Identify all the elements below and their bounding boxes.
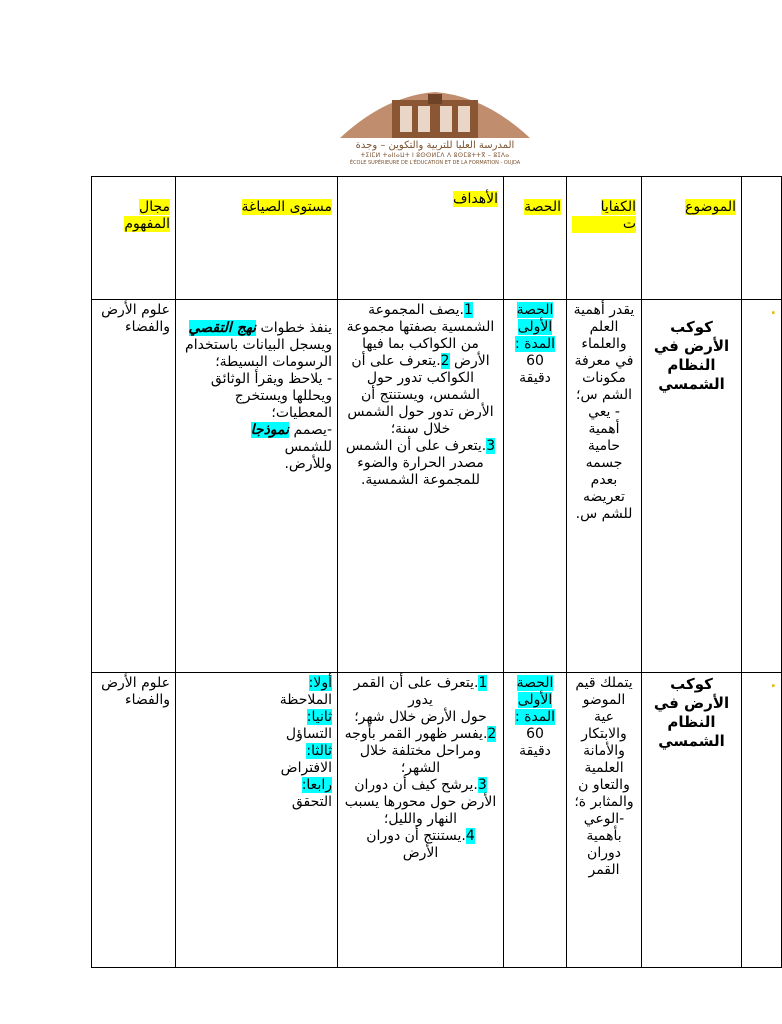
school-building-emblem <box>330 88 540 140</box>
row1-level: ينفذ خطوات نهج التقصي ويسجل البيانات باستخدام الرسومات البسيطة؛ - يلاحظ ويقرأ الوثائق ويحللها ويستخرج المعطيات؛ -يصمم نموذجا للشمس وللأرض. <box>176 300 338 673</box>
row2-edge-mark: . <box>770 675 776 691</box>
school-logo <box>330 88 540 166</box>
header-level: مستوى الصياغة <box>176 177 338 300</box>
row2-session: الحصة الأولى المدة : 60 دقيقة <box>504 673 567 968</box>
logo-tifinagh-name: ⵜⵉⵏⵎⵍ ⵜⴰⵏⵏⴰⵡⵜ ⵏ ⵓⵙⵙⵍⵎⴷ ⴷ ⵓⵙⵎⵓⵜⵜⴳ – ⵓⵊⴷⴰ <box>360 152 510 159</box>
row1-competencies: يقدر أهمية العلم والعلماء في معرفة مكونات الشم س؛ - يعي أهمية حامية جسمه بعدم تعريضه للشم س. <box>567 300 642 673</box>
header-competencies: الكفايا ت <box>567 177 642 300</box>
row1-session: الحصة الأولى المدة : 60 دقيقة <box>504 300 567 673</box>
row2-topic: كوكب الأرض في النظام الشمسي <box>642 673 742 968</box>
lesson-plan-table <box>91 176 782 968</box>
table-row <box>92 673 782 968</box>
row1-topic: كوكب الأرض في النظام الشمسي <box>642 300 742 673</box>
header-domain: مجال المفهوم <box>92 177 176 300</box>
header-topic: الموضوع <box>642 177 742 300</box>
row1-extra-column <box>742 300 782 673</box>
table-header-row <box>92 177 782 300</box>
row2-domain: علوم الأرض والفضاء <box>92 673 176 968</box>
table-row <box>92 300 782 673</box>
row1-edge-mark: . <box>770 302 776 318</box>
row2-competencies: يتملك قيم الموضو عية والابتكار والأمانة العلمية والتعاو ن والمثابر ة؛ -الوعي بأهمية دوران القمر <box>567 673 642 968</box>
header-objectives: الأهداف <box>338 177 504 300</box>
row2-objectives: 1.يتعرف على أن القمر يدور حول الأرض خلال شهر؛ 2.يفسر ظهور القمر بأوجه ومراحل مختلفة خلال الشهر؛ 3.يرشح كيف أن دوران الأرض حول محورها يسبب النهار والليل؛ 4.يستنتج أن دوران الأرض <box>338 673 504 968</box>
row2-level: أولا: الملاحظة ثانيا: التساؤل ثالثا: الافتراض رابعا: التحقق <box>176 673 338 968</box>
row2-extra-column <box>742 673 782 968</box>
header-extra-column <box>742 177 782 300</box>
header-session: الحصة <box>504 177 567 300</box>
row1-domain: علوم الأرض والفضاء <box>92 300 176 673</box>
row1-objectives: 1.يصف المجموعة الشمسية بصفتها مجموعة من الكواكب بما فيها الأرض 2.يتعرف على أن الكواكب تدور حول الشمس، ويستنتج أن الأرض تدور حول الشمس خلال سنة؛ 3.يتعرف على أن الشمس مصدر الحرارة والضوء للمجموعة الشمسية. <box>338 300 504 673</box>
logo-arabic-name: المدرسة العليا للتربية والتكوين – وجدة <box>355 140 515 151</box>
logo-french-name: ÉCOLE SUPÉRIEURE DE L'ÉDUCATION ET DE LA FORMATION - OUJDA <box>349 160 521 166</box>
